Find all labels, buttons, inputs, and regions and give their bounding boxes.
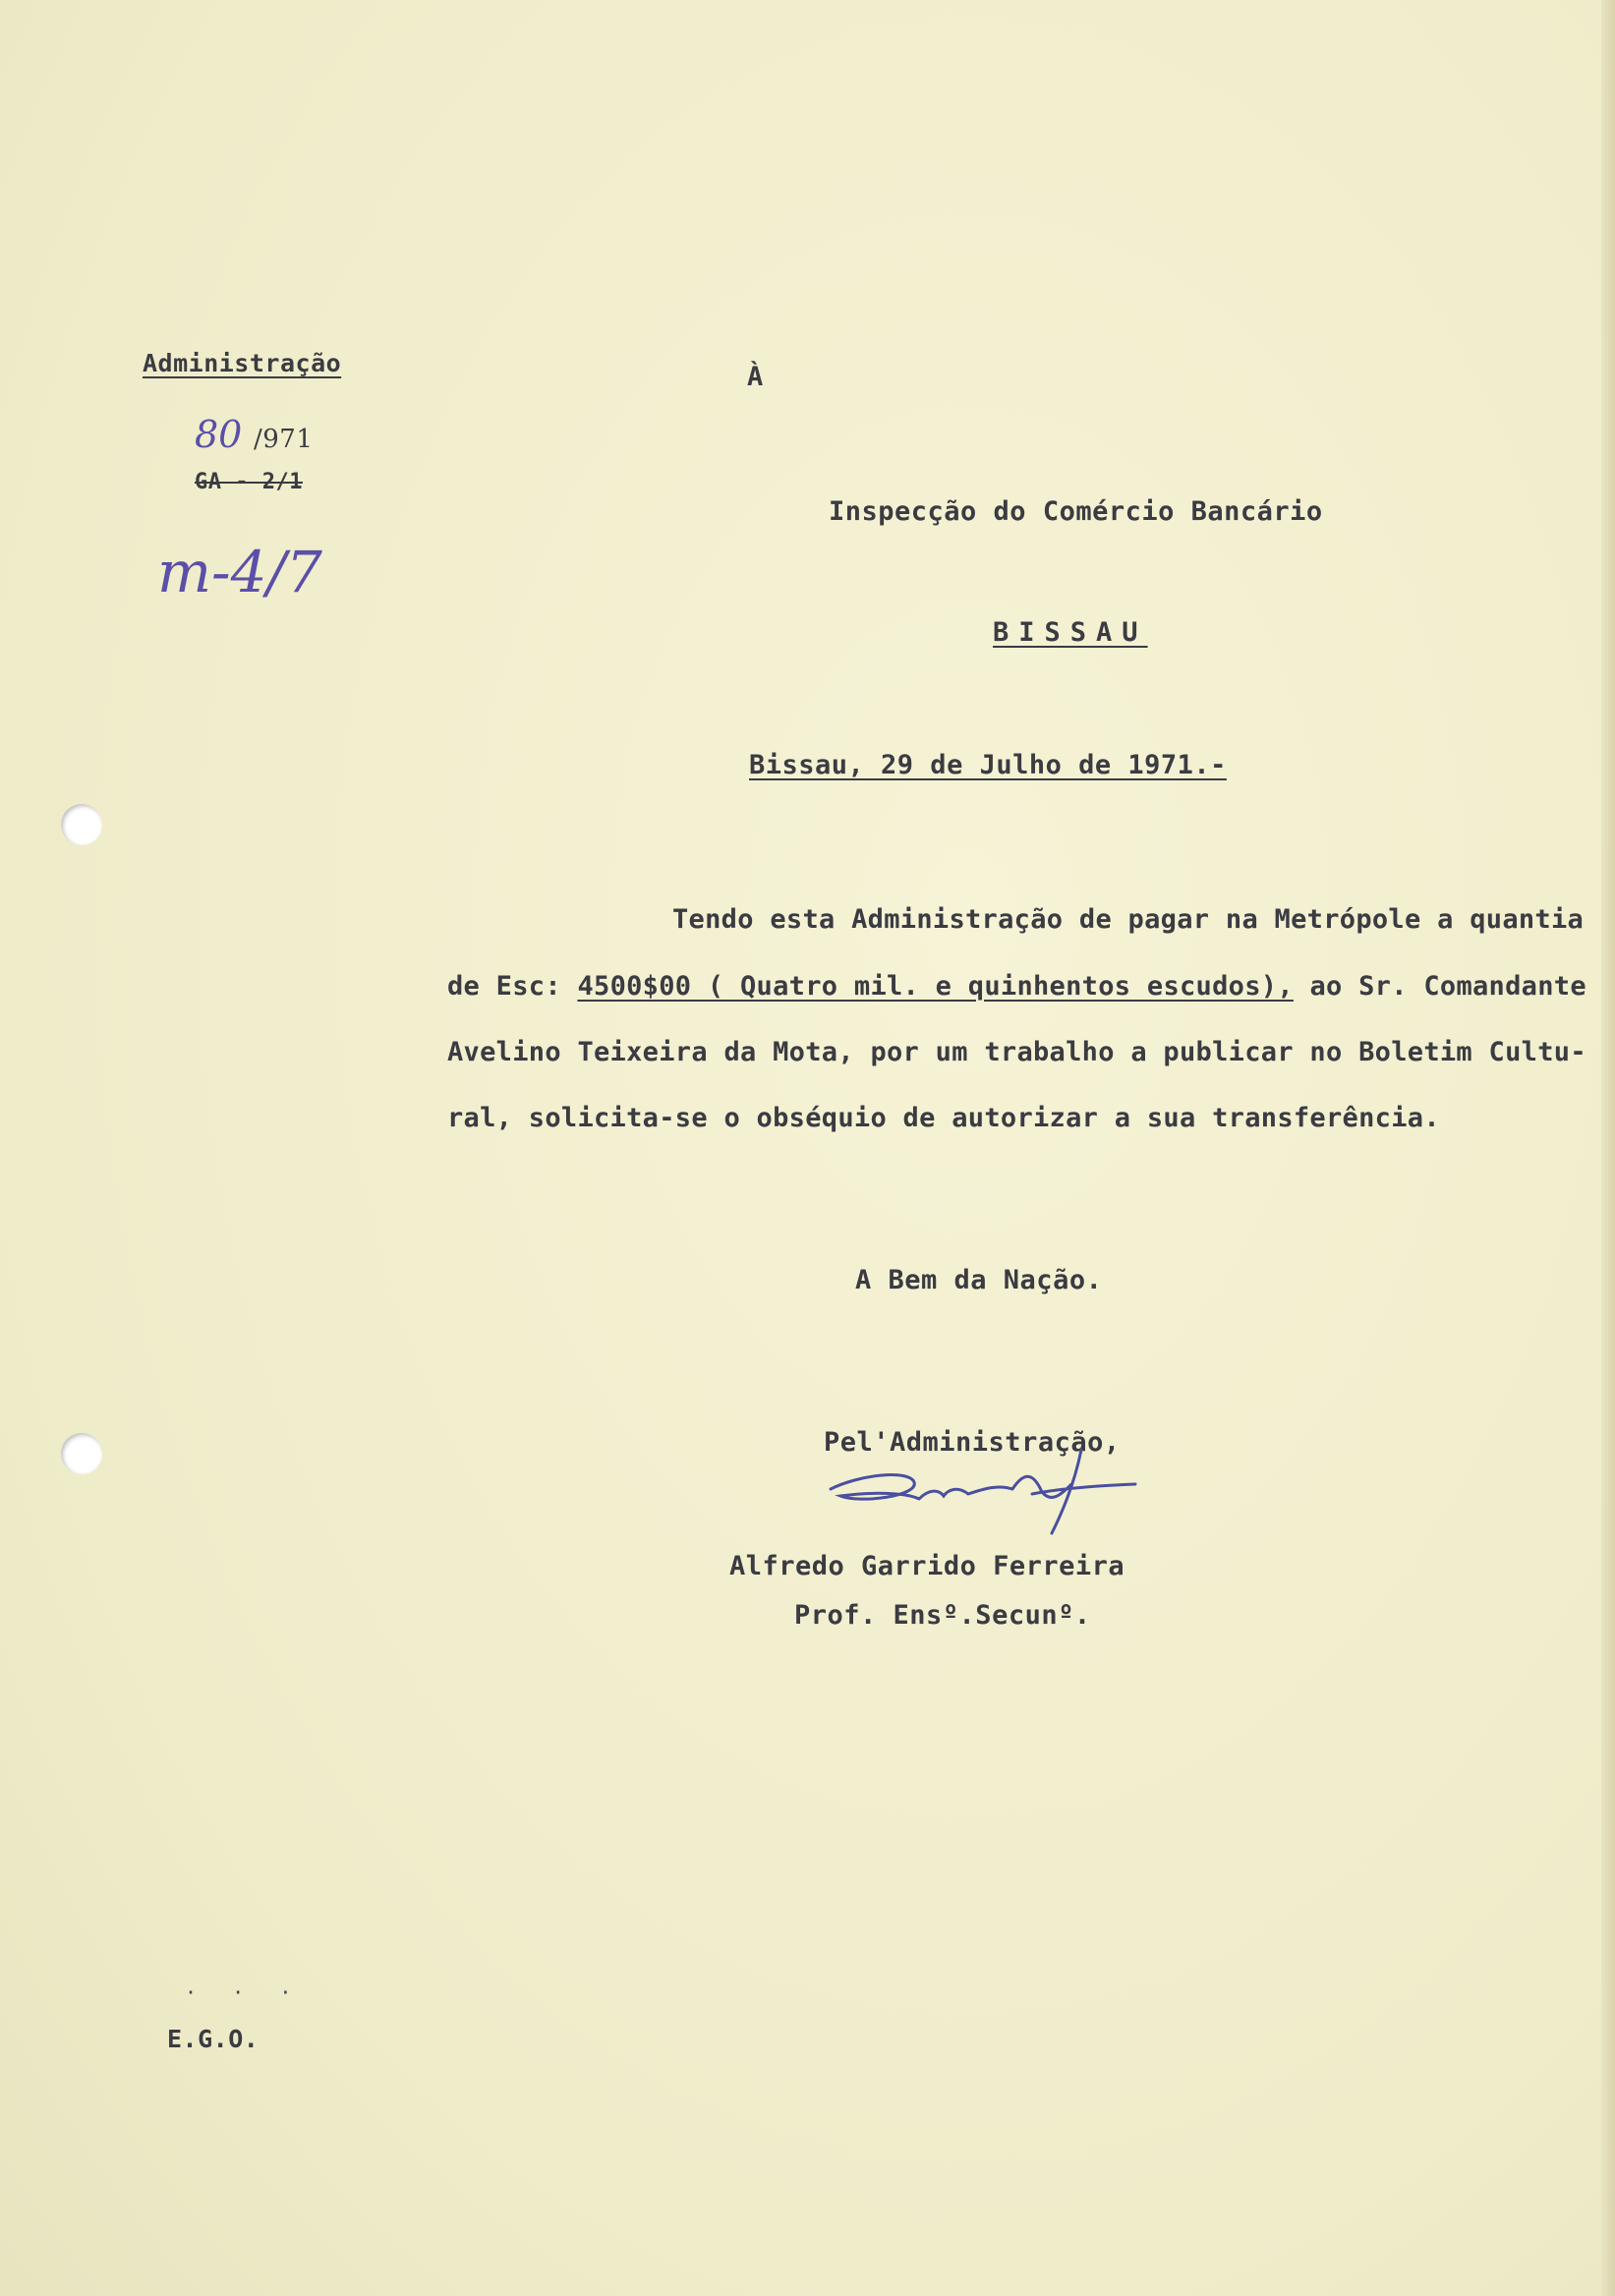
addressee-prefix: À [747, 362, 764, 392]
body-line-4: ral, solicita-se o obséquio de autorizar a sua transferência. [447, 1103, 1440, 1133]
date-line: Bissau, 29 de Julho de 1971.- [749, 750, 1227, 780]
reference-year: /971 [254, 425, 314, 454]
body-line-1: Tendo esta Administração de pagar na Metrópole a quantia [672, 904, 1585, 935]
signature-on-behalf: Pel'Administração, [824, 1427, 1121, 1458]
handwritten-signature [821, 1435, 1155, 1548]
department-heading: Administração [143, 349, 342, 377]
punch-hole-bottom [61, 1433, 102, 1474]
signatory-name: Alfredo Garrido Ferreira [729, 1551, 1125, 1581]
handwritten-note: m-4/7 [157, 539, 322, 605]
punch-hole-top [61, 804, 102, 845]
body-line-2 [447, 971, 1587, 1002]
body-line-2-end: ao Sr. Comandante [1293, 971, 1586, 1002]
payment-amount: 4500$00 ( Quatro mil. e quinhentos escudos), [577, 971, 1294, 1002]
addressee-institution: Inspecção do Comércio Bancário [829, 496, 1323, 527]
addressee-city: BISSAU [993, 617, 1148, 648]
struck-reference: GA - 2/1 [195, 470, 303, 494]
typist-initials: E.G.O. [167, 2025, 260, 2053]
handwritten-reference-number: 80 [195, 413, 243, 456]
paper-edge [1601, 0, 1615, 2296]
signatory-title: Prof. Ensº.Secunº. [794, 1600, 1091, 1631]
closing-phrase: A Bem da Nação. [855, 1265, 1103, 1295]
footer-dots: · · · [185, 1980, 292, 2004]
body-line-3: Avelino Teixeira da Mota, por um trabalho a publicar no Boletim Cultu- [447, 1037, 1586, 1067]
body-line-2-start: de Esc: [447, 971, 578, 1002]
